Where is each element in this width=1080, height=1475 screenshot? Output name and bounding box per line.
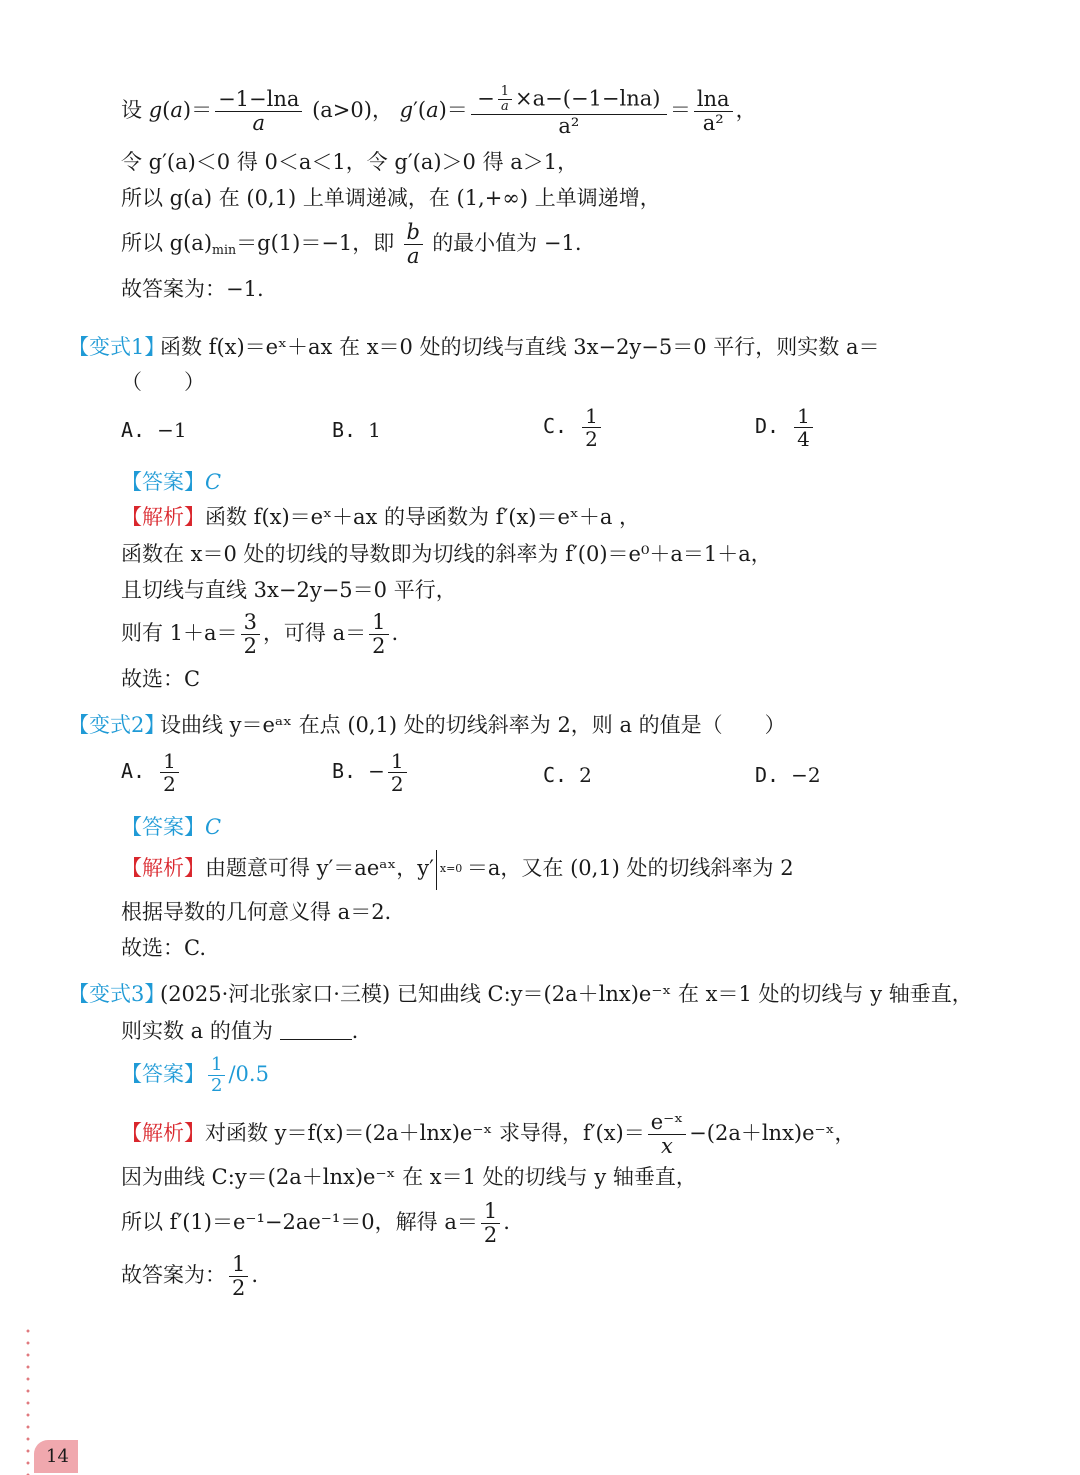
variant1-option-a[interactable]: A. −1 (121, 418, 187, 442)
variant3-analysis-2: 因为曲线 C:y＝(2a＋lnx)e⁻ˣ 在 x＝1 处的切线与 y 轴垂直， (121, 1165, 697, 1189)
condition: (a>0)， (312, 98, 393, 122)
minimum-line: 所以 $g(a)_{min}=g(1)=-1$，即 $\frac{b}{a}$ 的最小值为 −1. (121, 219, 582, 268)
variant3-stem-2: 则实数 a 的值为 . (121, 1019, 359, 1043)
variant3-stem: (2025·河北张家口·三模) 已知曲线 C:y＝(2a＋lnx)e⁻ˣ 在 x＝1 处的切线与 y 轴垂直， (160, 982, 973, 1006)
variant1-analysis-5: 故选：C (121, 667, 201, 691)
variant2-option-a[interactable]: A. $\frac{1}{2}$ (121, 750, 182, 795)
answer-blank[interactable] (280, 1021, 352, 1040)
variant3-tag: 【变式3】 (68, 982, 166, 1006)
variant2-analysis-2: 根据导数的几何意义得 a＝2. (121, 900, 392, 924)
b-over-a: $\frac{b}{a}$ (404, 221, 423, 268)
variant2-analysis-3: 故选：C. (121, 936, 206, 960)
decorative-dotted-line (26, 1325, 30, 1475)
variant1-answer: 【答案】C (121, 470, 222, 494)
result-fraction: $\frac{\ln a}{\text{a²}}$ (694, 88, 733, 135)
evaluation-bar: x=0 (436, 850, 467, 890)
variant2-stem: 设曲线 y＝eᵃˣ 在点 (0,1) 处的切线斜率为 2，则 a 的值是（ ） (160, 713, 786, 737)
variant2-option-c[interactable]: C. 2 (543, 763, 592, 787)
variant1-stem: 函数 f(x)＝eˣ＋ax 在 x＝0 处的切线与直线 3x−2y−5＝0 平行，则实数 a＝ (160, 335, 880, 359)
variant3-analysis-3: 所以 f′(1)＝e⁻¹−2ae⁻¹＝0，解得 a＝ $\frac{1}{2}$ . (121, 1198, 510, 1247)
variant1-analysis-2: 函数在 x＝0 处的切线的导数即为切线的斜率为 f′(0)＝e⁰＋a＝1＋a， (121, 542, 772, 566)
page-number: 14 (46, 1446, 69, 1467)
variant2-option-b[interactable]: B. − $\frac{1}{2}$ (332, 750, 410, 795)
variant2-answer: 【答案】C (121, 815, 222, 839)
variant3-answer: 【答案】 $\frac{1}{2}$ /0.5 (121, 1054, 269, 1096)
variant3-analysis-4: 故答案为： $\frac{1}{2}$ . (121, 1251, 259, 1300)
monotonic-line: 所以 g(a) 在 (0,1) 上单调递减，在 (1,+∞) 上单调递增， (121, 186, 661, 210)
variant2-option-d[interactable]: D. −2 (755, 763, 821, 787)
variant1-tag: 【变式1】 (68, 335, 166, 359)
variant1-paren: （ ） (121, 370, 205, 394)
text: 设 (121, 98, 142, 122)
derivative-fraction: − $\frac{1}{a}$ ×a−(−1−lna) a² (471, 85, 667, 139)
answer-line: 故答案为：−1. (121, 277, 264, 301)
page-number-tab (34, 1440, 78, 1473)
variant3-analysis-1: 【解析】对函数 y＝f(x)＝(2a＋lnx)e⁻ˣ 求导得，f′(x)＝ $\frac{\text{e⁻ˣ}}{x}$ −(2a＋lnx)e⁻ˣ， (121, 1109, 856, 1158)
variant1-analysis-4: 则有 1＋a＝ $\frac{3}{2}$ ，可得 a＝ $\frac{1}{2}$ . (121, 609, 399, 658)
g-definition-line: 设 g(a)＝ $\frac{-1-\ln a}{a}$ (a>0)， g′(a)＝ − $\frac{1}{a}$ ×a−(−1−lna) a² ＝ $\frac{\ln a}{\text{a²}}$ ， (121, 83, 757, 139)
variant1-option-b[interactable]: B. 1 (332, 418, 381, 442)
sign-line: 令 g′(a)＜0 得 0＜a＜1，令 g′(a)＞0 得 a＞1， (121, 150, 579, 174)
variant1-analysis-3: 且切线与直线 3x−2y−5＝0 平行， (121, 578, 457, 602)
variant2-analysis-1: 【解析】由题意可得 y′＝aeᵃˣ，y′ x=0 ＝a，又在 (0,1) 处的切线斜率为 2 (121, 845, 794, 891)
variant1-option-c[interactable]: C. $\frac{1}{2}$ (543, 405, 604, 450)
variant1-option-d[interactable]: D. $\frac{1}{4}$ (755, 405, 816, 450)
fraction: $\frac{-1-\ln a}{a}$ (215, 88, 302, 135)
variant1-analysis-1: 【解析】函数 f(x)＝eˣ＋ax 的导函数为 f′(x)＝eˣ＋a ， (121, 505, 641, 529)
variant2-tag: 【变式2】 (68, 713, 166, 737)
